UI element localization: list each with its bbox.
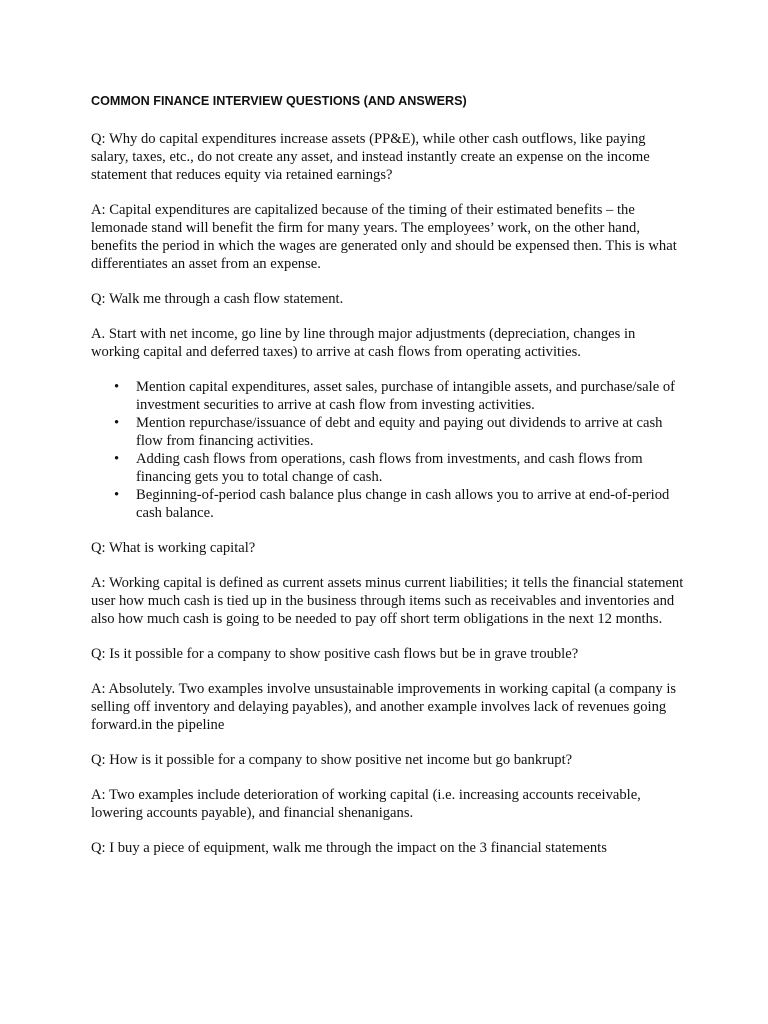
bullet-item [114,378,686,414]
answer-1: A: Capital expenditures are capitalized because of the timing of their estimated benefits – the lemonade stand will benefit the firm for many years. The employees’ work, on the other hand, benefits the period in which the wages are generated only and should be expensed then. This is what differentiates an asset from an expense. [91,202,677,272]
answer-2: A. Start with net income, go line by line through major adjustments (depreciation, changes in working capital and deferred taxes) to arrive at cash flows from operating activities. [91,326,636,360]
bullet-text: Mention capital expenditures, asset sales, purchase of intangible assets, and purchase/sale of investment securities to arrive at cash flow from investing activities. [136,379,675,413]
answer-5: A: Two examples include deterioration of working capital (i.e. increasing accounts receivable, lowering accounts payable), and financial shenanigans. [91,787,641,821]
answer-4: A: Absolutely. Two examples involve unsustainable improvements in working capital (a company is selling off inventory and delaying payables), and another example involves lack of revenues going forward.in the pipeline [91,681,677,733]
bullet-text: Adding cash flows from operations, cash flows from investments, and cash flows from financing gets you to total change of cash. [136,451,643,485]
document-title: COMMON FINANCE INTERVIEW QUESTIONS (AND ANSWERS) [91,94,467,108]
question-5: Q: How is it possible for a company to show positive net income but go bankrupt? [91,752,573,768]
bullet-text: Mention repurchase/issuance of debt and equity and paying out dividends to arrive at cash flow from financing activities. [136,415,663,449]
bullet-icon: • [114,415,120,431]
bullet-item [114,414,686,450]
question-3: Q: What is working capital? [91,540,256,556]
question-4: Q: Is it possible for a company to show positive cash flows but be in grave trouble? [91,646,579,662]
question-2: Q: Walk me through a cash flow statement. [91,291,344,307]
bullet-icon: • [114,451,120,467]
document-body [91,130,686,874]
bullet-icon: • [114,379,120,395]
answer-3: A: Working capital is defined as current assets minus current liabilities; it tells the financial statement user how much cash is tied up in the business through items such as receivables and inventories and also how much cash is going to be needed to pay off short term obligations in the next 12 months. [91,575,684,627]
question-1: Q: Why do capital expenditures increase assets (PP&E), while other cash outflows, like paying salary, taxes, etc., do not create any asset, and instead instantly create an expense on the income statement that reduces equity via retained earnings? [91,131,650,183]
bullet-icon: • [114,487,120,503]
answer-2-bullet-list [91,378,686,522]
question-6: Q: I buy a piece of equipment, walk me through the impact on the 3 financial statements [91,840,607,856]
bullet-item [114,486,686,522]
bullet-item [114,450,686,486]
bullet-text: Beginning-of-period cash balance plus change in cash allows you to arrive at end-of-period cash balance. [136,487,670,521]
